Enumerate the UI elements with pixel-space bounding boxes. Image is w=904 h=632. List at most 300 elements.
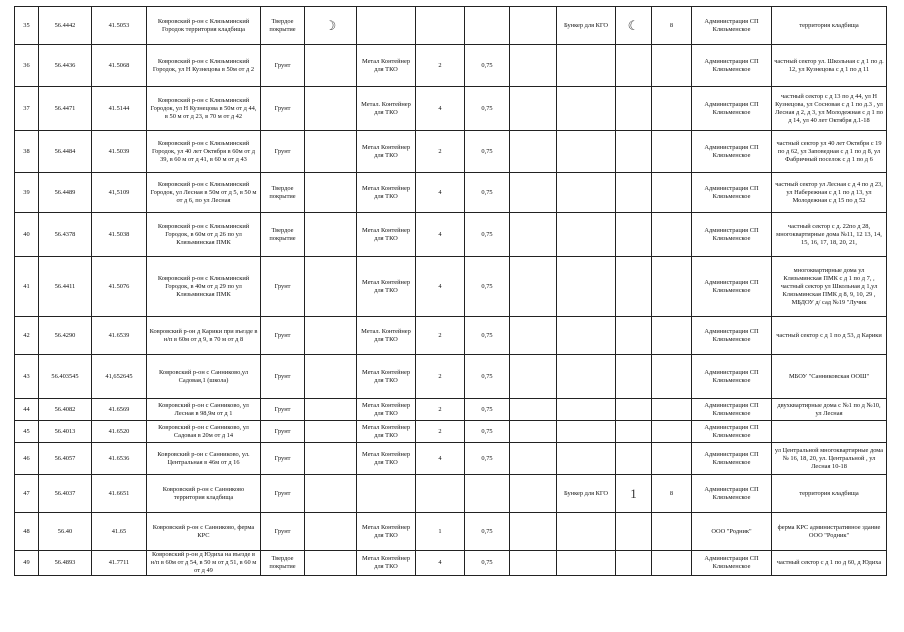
row-number-text: 47	[23, 489, 30, 497]
surface-text: Твердое покрытие	[269, 226, 296, 242]
surface-cell	[261, 173, 305, 213]
container-type-cell	[357, 513, 416, 551]
container-type-cell	[357, 7, 416, 45]
row-number-cell	[15, 45, 39, 87]
bunker-image-cell	[616, 551, 652, 576]
container-volume-cell	[465, 421, 510, 443]
surface-image-cell	[305, 173, 357, 213]
address-cell	[147, 7, 261, 45]
bunker-type-cell	[557, 7, 616, 45]
bunker-volume-cell	[652, 7, 692, 45]
surface-text: Грунт	[274, 331, 291, 339]
bunker-volume-cell	[652, 443, 692, 475]
bunker-volume-cell	[652, 475, 692, 513]
container-type-cell	[357, 355, 416, 399]
surface-cell	[261, 317, 305, 355]
surface-cell	[261, 399, 305, 421]
longitude-cell	[92, 131, 147, 173]
container-volume-cell	[465, 551, 510, 576]
latitude-text: 56.40	[57, 527, 73, 535]
table-row	[15, 173, 887, 213]
container-type-cell	[357, 421, 416, 443]
row-number-cell	[15, 173, 39, 213]
container-volume-cell	[465, 131, 510, 173]
address-text: Ковровский р-он с Санниково,ул Садовая,1 (школа)	[158, 368, 249, 384]
surface-image-cell	[305, 131, 357, 173]
table-row	[15, 443, 887, 475]
address-text: Ковровский р-он с Клязьминский Городок, в 60м от д 26 по ул Клязьминская ПМК	[157, 222, 250, 246]
served-objects-cell	[772, 421, 887, 443]
container-type-cell	[357, 551, 416, 576]
served-objects-text: ул Центральной многоквартирные дома № 16, 18, 20, ул. Центральной , ул Лесная 10-18	[774, 446, 884, 470]
surface-text: Грунт	[274, 405, 291, 413]
row-number-cell	[15, 399, 39, 421]
longitude-text: 41,5109	[108, 188, 130, 196]
latitude-text: 56.4893	[54, 559, 76, 566]
bunker-image-cell	[616, 257, 652, 317]
bunker-volume-cell	[652, 317, 692, 355]
address-cell	[147, 399, 261, 421]
served-objects-text: частный сектор с д 13 по д 44, ул Н Кузнецова, ул Сосновая с д 1 по д.3 , ул Лесная д 2, д 3, ул Молодежная с д 1 по д 14, ул 40 лет Октября д.1-18	[775, 92, 883, 124]
container-count-cell	[416, 173, 465, 213]
surface-image-cell	[305, 257, 357, 317]
latitude-text: 56.4489	[54, 188, 76, 196]
owner-cell	[692, 45, 772, 87]
row-number-cell	[15, 513, 39, 551]
bunker-image-cell	[616, 7, 652, 45]
longitude-text: 41.65	[111, 527, 127, 535]
latitude-cell	[39, 443, 92, 475]
served-objects-cell	[772, 257, 887, 317]
empty-cell	[510, 421, 557, 443]
bunker-volume-cell	[652, 213, 692, 257]
container-type-cell	[357, 475, 416, 513]
longitude-text: 41.5068	[108, 61, 130, 69]
container-volume-cell	[465, 399, 510, 421]
empty-cell	[510, 173, 557, 213]
owner-text: Администрация СП Клязьменское	[704, 485, 759, 501]
latitude-text: 56.4013	[54, 427, 76, 435]
container-count-text: 4	[438, 454, 442, 462]
container-count-cell	[416, 551, 465, 576]
container-type-text: Метал Контейнер для ТКО	[361, 226, 411, 242]
address-cell	[147, 87, 261, 131]
empty-cell	[510, 443, 557, 475]
container-volume-cell	[465, 317, 510, 355]
table-row	[15, 87, 887, 131]
table-row	[15, 213, 887, 257]
surface-cell	[261, 7, 305, 45]
served-objects-text: территория кладбища	[799, 21, 859, 29]
owner-text: Администрация СП Клязьменское	[704, 278, 759, 294]
longitude-cell	[92, 513, 147, 551]
row-number-cell	[15, 475, 39, 513]
latitude-text: 56.4471	[54, 104, 76, 112]
surface-image-cell	[305, 399, 357, 421]
surface-image-cell	[305, 355, 357, 399]
longitude-cell	[92, 551, 147, 576]
served-objects-cell	[772, 475, 887, 513]
owner-cell	[692, 7, 772, 45]
container-count-cell	[416, 317, 465, 355]
served-objects-text: частный сектор ул 40 лет Октября с 19 по д 62, ул Заповедная с д 1 по д 8, ул Фабричный поселок с д 1 по д 6	[776, 139, 882, 163]
bunker-type-cell	[557, 257, 616, 317]
container-volume-text: 0,75	[481, 188, 493, 196]
row-number-text: 44	[23, 405, 30, 413]
container-count-text: 4	[438, 559, 442, 566]
container-type-cell	[357, 45, 416, 87]
latitude-text: 56.4411	[54, 282, 76, 290]
arc-mark-icon: ☾	[627, 18, 640, 33]
container-volume-text: 0,75	[481, 104, 493, 112]
container-type-text: Метал Контейнер для ТКО	[361, 278, 411, 294]
longitude-text: 41.7711	[108, 559, 130, 566]
container-volume-text: 0,75	[481, 527, 493, 535]
bunker-image-cell	[616, 213, 652, 257]
container-volume-cell	[465, 355, 510, 399]
longitude-cell	[92, 7, 147, 45]
owner-text: Администрация СП Клязьменское	[704, 555, 759, 570]
container-volume-text: 0,75	[481, 372, 493, 380]
row-number-cell	[15, 87, 39, 131]
bunker-type-cell	[557, 173, 616, 213]
container-count-cell	[416, 421, 465, 443]
bunker-image-cell	[616, 443, 652, 475]
served-objects-cell	[772, 7, 887, 45]
container-type-text: Метал Контейнер для ТКО	[361, 450, 411, 466]
row-number-cell	[15, 131, 39, 173]
served-objects-text: МБОУ "Санниковская ООШ"	[788, 372, 870, 380]
bunker-type-cell	[557, 443, 616, 475]
longitude-text: 41.6536	[108, 454, 130, 462]
bunker-image-cell	[616, 87, 652, 131]
longitude-cell	[92, 87, 147, 131]
owner-text: Администрация СП Клязьменское	[704, 100, 759, 116]
row-number-text: 40	[23, 230, 30, 238]
surface-cell	[261, 513, 305, 551]
empty-cell	[510, 257, 557, 317]
latitude-cell	[39, 7, 92, 45]
empty-cell	[510, 45, 557, 87]
bunker-image-cell	[616, 131, 652, 173]
latitude-cell	[39, 45, 92, 87]
owner-cell	[692, 317, 772, 355]
empty-cell	[510, 551, 557, 576]
container-type-cell	[357, 173, 416, 213]
longitude-cell	[92, 443, 147, 475]
served-objects-cell	[772, 131, 887, 173]
owner-text: Администрация СП Клязьменское	[704, 450, 759, 466]
container-count-text: 2	[438, 147, 442, 155]
owner-text: Администрация СП Клязьменское	[704, 401, 759, 417]
bunker-image-cell	[616, 421, 652, 443]
surface-text: Грунт	[274, 61, 291, 69]
container-type-text: Метал Контейнер для ТКО	[361, 555, 411, 570]
container-type-cell	[357, 257, 416, 317]
table-row	[15, 131, 887, 173]
bunker-image-cell	[616, 317, 652, 355]
table-row	[15, 551, 887, 576]
served-objects-text: территория кладбища	[799, 489, 859, 497]
address-text: Ковровский р-он с Клязьминский Городок, ул 40 лет Октября в 60м от д 39, в 60 м от д 41, в 60 м от д 43	[151, 139, 256, 163]
served-objects-text: частный сектор ул. Школьная с д 1 по д. 12, ул Кузнецова с д 1 по д 11	[774, 57, 884, 73]
container-count-text: 2	[438, 331, 442, 339]
longitude-text: 41.5039	[108, 147, 130, 155]
owner-text: Администрация СП Клязьменское	[704, 143, 759, 159]
container-count-text: 4	[438, 188, 442, 196]
address-text: Ковровский р-он с Клязьминский Городок, в 40м от д 29 по ул Клязьминская ПМК	[157, 274, 250, 298]
address-cell	[147, 421, 261, 443]
container-volume-cell	[465, 213, 510, 257]
served-objects-text: двухквартирные дома с №1 по д №10, ул Лесная	[777, 401, 881, 417]
served-objects-cell	[772, 513, 887, 551]
owner-text: Администрация СП Клязьменское	[704, 327, 759, 343]
address-text: Ковровский р-он с Клязьминский Городок, ул Лесная в 50м от д 5, в 50 м от д 6, по ул Лесная	[150, 180, 257, 204]
bunker-type-cell	[557, 131, 616, 173]
latitude-text: 56.4378	[54, 230, 76, 238]
longitude-cell	[92, 213, 147, 257]
surface-cell	[261, 87, 305, 131]
empty-cell	[510, 475, 557, 513]
surface-image-cell	[305, 87, 357, 131]
owner-cell	[692, 475, 772, 513]
container-volume-text: 0,75	[481, 559, 493, 566]
owner-text: Администрация СП Клязьменское	[704, 368, 759, 384]
address-text: Ковровский р-он с Клязьминский Городок, ул Н Кузнецова в 50м от д 44, в 50 м от д 23, в 70 м от д 42	[150, 96, 257, 120]
row-number-cell	[15, 355, 39, 399]
row-number-cell	[15, 7, 39, 45]
longitude-cell	[92, 399, 147, 421]
owner-cell	[692, 399, 772, 421]
container-volume-text: 0,75	[481, 61, 493, 69]
empty-cell	[510, 131, 557, 173]
row-number-text: 42	[23, 331, 30, 339]
surface-cell	[261, 257, 305, 317]
surface-text: Твердое покрытие	[269, 184, 296, 200]
longitude-text: 41.6520	[108, 427, 130, 435]
container-type-text: Метал. Контейнер для ТКО	[361, 100, 411, 116]
container-type-text: Метал Контейнер для ТКО	[361, 523, 411, 539]
empty-cell	[510, 7, 557, 45]
row-number-cell	[15, 257, 39, 317]
surface-text: Твердое покрытие	[269, 17, 296, 33]
table-row	[15, 45, 887, 87]
served-objects-text: частный сектор с д. 22по д 28, многоквартирные дома №11, 12 13, 14, 15, 16, 17, 18, 20, 21,	[776, 222, 882, 246]
surface-image-cell	[305, 513, 357, 551]
served-objects-text: многоквартирные дома ул Клязьминская ПМК с д 1 по д 7, , частный сектор ул Школьная д 1,ул Клязьминская ПМК д 8, 9, 10, 29 , МБДОУ д/ сад №19 "Лучик	[780, 266, 878, 306]
owner-text: ООО "Родник"	[711, 527, 752, 535]
table-row	[15, 475, 887, 513]
container-count-text: 4	[438, 104, 442, 112]
owner-cell	[692, 551, 772, 576]
latitude-cell	[39, 475, 92, 513]
container-volume-cell	[465, 257, 510, 317]
bunker-type-cell	[557, 355, 616, 399]
latitude-cell	[39, 513, 92, 551]
address-text: Ковровский р-он д Карики при въезде в н/п в 60м от д 9, в 70 м от д 8	[149, 327, 258, 343]
bunker-volume-cell	[652, 173, 692, 213]
container-volume-cell	[465, 45, 510, 87]
surface-image-cell	[305, 421, 357, 443]
latitude-text: 56.4037	[54, 489, 76, 497]
served-objects-text: частный сектор ул Лесная с д 4 по д 23, ул Набережная с д 1 по д 13, ул Молодежная с д 15 по д 52	[775, 180, 883, 204]
latitude-cell	[39, 317, 92, 355]
container-volume-cell	[465, 173, 510, 213]
address-cell	[147, 513, 261, 551]
container-volume-cell	[465, 87, 510, 131]
container-type-text: Метал Контейнер для ТКО	[361, 57, 411, 73]
bunker-type-cell	[557, 399, 616, 421]
address-cell	[147, 257, 261, 317]
owner-cell	[692, 443, 772, 475]
empty-cell	[510, 513, 557, 551]
bunker-image-cell	[616, 173, 652, 213]
address-text: Ковровский р-он с Санниково, ферма КРС	[152, 523, 255, 539]
served-objects-text: ферма КРС административное здание ООО "Родник"	[777, 523, 881, 539]
row-number-text: 39	[23, 188, 30, 196]
address-cell	[147, 45, 261, 87]
address-cell	[147, 551, 261, 576]
surface-image-cell	[305, 551, 357, 576]
surface-image-cell	[305, 7, 357, 45]
latitude-text: 56.4082	[54, 405, 76, 413]
container-count-cell	[416, 513, 465, 551]
container-volume-text: 0,75	[481, 331, 493, 339]
container-count-text: 4	[438, 230, 442, 238]
empty-cell	[510, 213, 557, 257]
bunker-volume-cell	[652, 355, 692, 399]
table-row	[15, 257, 887, 317]
served-objects-cell	[772, 317, 887, 355]
surface-cell	[261, 355, 305, 399]
container-type-text: Метал Контейнер для ТКО	[361, 184, 411, 200]
container-type-cell	[357, 317, 416, 355]
container-type-cell	[357, 399, 416, 421]
container-volume-text: 0,75	[481, 147, 493, 155]
container-count-cell	[416, 475, 465, 513]
container-count-text: 2	[438, 405, 442, 413]
container-count-text: 2	[438, 372, 442, 380]
bunker-type-cell	[557, 475, 616, 513]
surface-text: Грунт	[274, 282, 291, 290]
bunker-image-cell	[616, 355, 652, 399]
owner-cell	[692, 421, 772, 443]
row-number-cell	[15, 421, 39, 443]
bunker-type-cell	[557, 87, 616, 131]
row-number-text: 41	[23, 282, 30, 290]
longitude-cell	[92, 421, 147, 443]
container-count-cell	[416, 443, 465, 475]
bunker-volume-text: 8	[669, 489, 674, 497]
bunker-volume-cell	[652, 421, 692, 443]
surface-image-cell	[305, 475, 357, 513]
bunker-volume-cell	[652, 45, 692, 87]
address-text: Ковровский р-он с Клязьминский Городок, ул Н Кузнецова в 50м от д 2	[152, 57, 255, 73]
served-objects-text: частный сектор с д 1 по д 60, д Юдиха	[776, 559, 882, 566]
owner-text: Администрация СП Клязьменское	[704, 57, 759, 73]
crescent-mark-icon: ☽	[324, 18, 337, 33]
container-volume-text: 0,75	[481, 230, 493, 238]
container-type-text: Метал Контейнер для ТКО	[361, 368, 411, 384]
surface-cell	[261, 475, 305, 513]
container-type-cell	[357, 213, 416, 257]
longitude-text: 41.6539	[108, 331, 130, 339]
empty-cell	[510, 399, 557, 421]
address-cell	[147, 475, 261, 513]
table-row	[15, 399, 887, 421]
container-type-cell	[357, 443, 416, 475]
served-objects-text: частный сектор с д 1 по д 53, д Карики	[776, 331, 882, 339]
bunker-type-cell	[557, 421, 616, 443]
container-type-text: Метал Контейнер для ТКО	[361, 401, 411, 417]
surface-text: Грунт	[274, 527, 291, 535]
owner-text: Администрация СП Клязьменское	[704, 184, 759, 200]
address-text: Ковровский р-он д Юдиха на въезде в н/п в 60м от д 54, в 50 м от д 51, в 60 м от д 49	[150, 551, 257, 574]
longitude-text: 41.5076	[108, 282, 130, 290]
latitude-cell	[39, 257, 92, 317]
longitude-text: 41.5144	[108, 104, 130, 112]
owner-cell	[692, 87, 772, 131]
bunker-volume-text: 8	[669, 21, 674, 29]
bunker-image-cell	[616, 399, 652, 421]
latitude-text: 56.4057	[54, 454, 76, 462]
surface-cell	[261, 131, 305, 173]
surface-text: Грунт	[274, 104, 291, 112]
longitude-cell	[92, 475, 147, 513]
container-type-text: Метал. Контейнер для ТКО	[361, 327, 411, 343]
container-type-text: Метал Контейнер для ТКО	[361, 423, 411, 439]
bunker-volume-cell	[652, 131, 692, 173]
row-number-cell	[15, 443, 39, 475]
container-count-cell	[416, 7, 465, 45]
empty-cell	[510, 355, 557, 399]
latitude-cell	[39, 173, 92, 213]
table-row	[15, 317, 887, 355]
bunker-type-cell	[557, 551, 616, 576]
table-row	[15, 355, 887, 399]
bunker-type-text: Бункер для КГО	[563, 21, 609, 29]
surface-image-cell	[305, 45, 357, 87]
bunker-image-cell	[616, 475, 652, 513]
served-objects-cell	[772, 551, 887, 576]
empty-cell	[510, 317, 557, 355]
container-count-cell	[416, 257, 465, 317]
address-cell	[147, 173, 261, 213]
latitude-cell	[39, 355, 92, 399]
container-count-text: 4	[438, 282, 442, 290]
surface-cell	[261, 551, 305, 576]
longitude-text: 41.6569	[108, 405, 130, 413]
container-count-cell	[416, 131, 465, 173]
row-number-text: 45	[23, 427, 30, 435]
longitude-text: 41.5053	[108, 21, 130, 29]
container-count-text: 2	[438, 61, 442, 69]
address-cell	[147, 131, 261, 173]
container-type-cell	[357, 131, 416, 173]
surface-text: Грунт	[274, 372, 291, 380]
bunker-type-cell	[557, 317, 616, 355]
address-cell	[147, 317, 261, 355]
container-count-cell	[416, 87, 465, 131]
table-row	[15, 7, 887, 45]
bunker-volume-cell	[652, 87, 692, 131]
surface-text: Грунт	[274, 427, 291, 435]
latitude-text: 56.4290	[54, 331, 76, 339]
latitude-cell	[39, 551, 92, 576]
longitude-text: 41,652645	[105, 372, 133, 380]
bunker-volume-cell	[652, 513, 692, 551]
row-number-cell	[15, 317, 39, 355]
